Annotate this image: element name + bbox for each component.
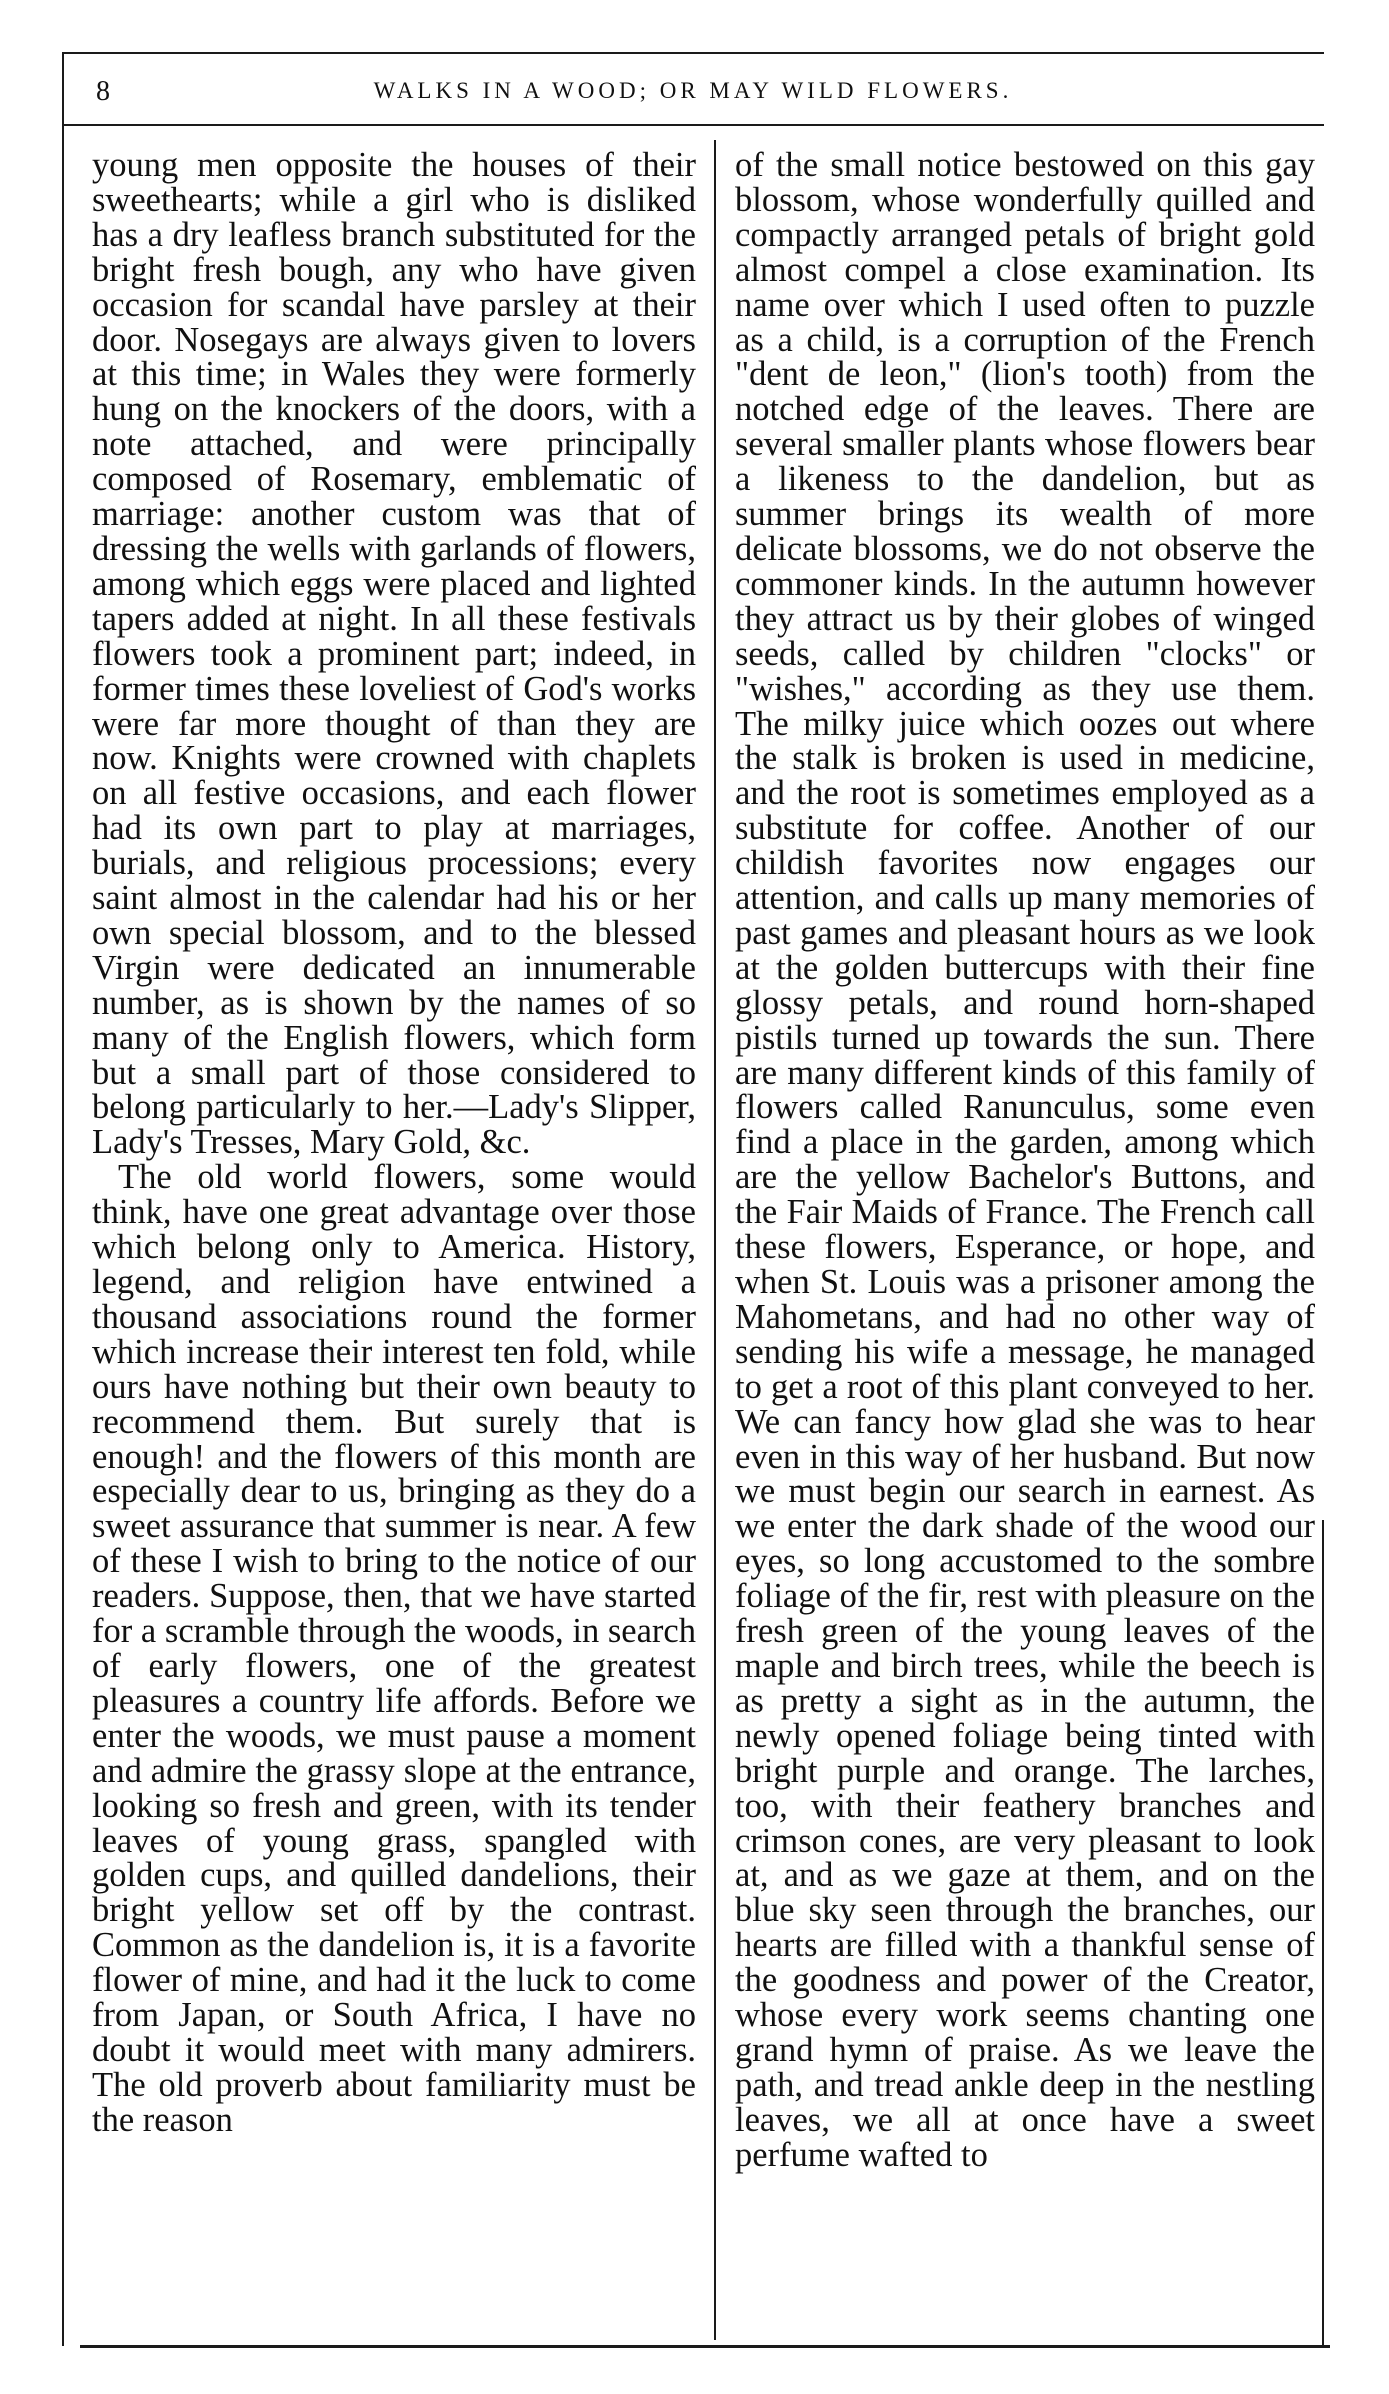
left-paragraph-2: The old world flowers, some would think, have one great advantage over those which belong only to America. History, legend, and religion have entwined a thousand associations round the former which increase their interest ten fold, while ours have nothing but their own beauty to recommend them. But surely that is enough! and the flowers of this month are especially dear to us, bringing as they do a sweet assurance that summer is near. A few of these I wish to bring to the notice of our readers. Suppose, then, that we have started for a scramble through the woods, in search of early flowers, one of the greatest pleasures a country life affords. Before we enter the woods, we must pause a moment and admire the grassy slope at the entrance, looking so fresh and green, with its tender leaves of young grass, spangled with golden cups, and quilled dandelions, their bright yellow set off by the contrast. Common as the dandelion is, it is a favorite flower of mine, and had it the luck to come from Japan, or South Africa, I have no doubt it would meet with many admirers. The old proverb about familiarity must be the reason [92, 1158, 696, 2139]
right-paragraph-1: of the small notice bestowed on this gay blossom, whose wonderfully quilled and compactly arranged petals of bright gold almost compel a close examination. Its name over which I used often to puzzle as a child, is a corruption of the French "dent de leon," (lion's tooth) from the notched edge of the leaves. There are several smaller plants whose flowers bear a likeness to the dandelion, but as summer brings its wealth of more delicate blossoms, we do not observe the commoner kinds. In the autumn however they attract us by their globes of winged seeds, called by children "clocks" or "wishes," according as they use them. The milky juice which oozes out where the stalk is broken is used in medicine, and the root is sometimes employed as a substitute for coffee. Another of our childish favorites now engages our attention, and calls up many memories of past games and pleasant hours as we look at the golden buttercups with their fine glossy petals, and round horn-shaped pistils turned up towards the sun. There are many different kinds of this family of flowers called Ranunculus, some even find a place in the garden, among which are the yellow Bachelor's Buttons, and the Fair Maids of France. The French call these flowers, Esperance, or hope, and when St. Louis was a prisoner among the Mahometans, and had no other way of sending his wife a message, he managed to get a root of this plant conveyed to her. We can fancy how glad she was to hear even in this way of her husband. But now we must begin our search in earnest. As we enter the dark shade of the wood our eyes, so long accustomed to the sombre foliage of the fir, rest with pleasure on the fresh green of the young leaves of the maple and birch trees, while the beech is as pretty a sight as in the autumn, the newly opened foliage being tinted with bright purple and orange. The larches, too, with their feathery branches and crimson cones, are very pleasant to look at, and as we gaze at them, and on the blue sky seen through the branches, our hearts are filled with a thankful sense of the goodness and power of the Creator, whose every work seems chanting one grand hymn of praise. As we leave the path, and tread ankle deep in the nestling leaves, we all at once have a sweet perfume wafted to [735, 148, 1315, 2174]
page-header [62, 60, 1324, 120]
header-rule [62, 124, 1324, 126]
running-title: WALKS IN A WOOD; OR MAY WILD FLOWERS. [373, 78, 1013, 103]
right-column [735, 148, 1315, 2338]
right-border-rule [1322, 1520, 1324, 2346]
left-paragraph-1: young men opposite the houses of their sweethearts; while a girl who is disliked has a dry leafless branch substituted for the bright fresh bough, any who have given occasion for scandal have parsley at their door. Nosegays are always given to lovers at this time; in Wales they were formerly hung on the knockers of the doors, with a note attached, and were principally composed of Rosemary, emblematic of marriage: another custom was that of dressing the wells with garlands of flowers, among which eggs were placed and lighted tapers added at night. In all these festivals flowers took a prominent part; indeed, in former times these loveliest of God's works were far more thought of than they are now. Knights were crowned with chaplets on all festive occasions, and each flower had its own part to play at marriages, burials, and religious processions; every saint almost in the calendar had his or her own special blossom, and to the blessed Virgin were dedicated an innumerable number, as is shown by the names of so many of the English flowers, which form but a small part of those considered to belong particularly to her.—Lady's Slipper, Lady's Tresses, Mary Gold, &c. [92, 148, 696, 1162]
left-column [92, 148, 696, 2338]
left-border-rule [62, 52, 64, 2346]
page-number: 8 [96, 76, 111, 107]
column-divider-rule [714, 140, 716, 2340]
bottom-rule [80, 2345, 1330, 2348]
top-rule [62, 52, 1324, 54]
